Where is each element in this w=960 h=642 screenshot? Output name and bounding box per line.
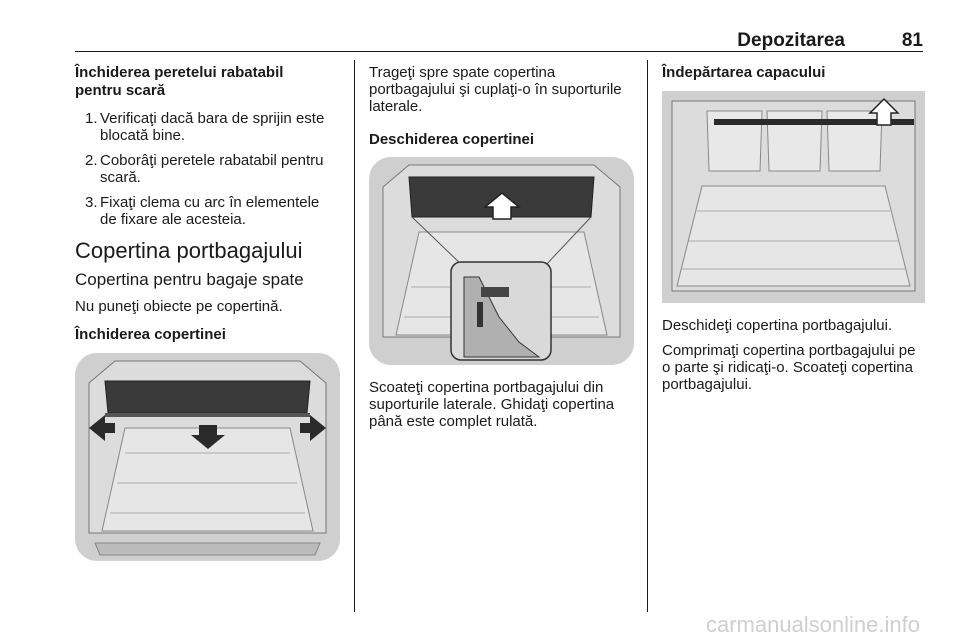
open-cover-text: Deschideţi copertina portbagajului. <box>662 317 893 334</box>
intro-text: Trageţi spre spate copertina portbagajului şi cuplaţi-o în suporturile laterale. <box>369 64 622 115</box>
closing-heading: Închiderea copertinei <box>75 326 226 343</box>
column-1 <box>75 64 340 561</box>
opening-cover-illustration <box>369 157 634 365</box>
folding-wall-heading: Închiderea peretelui rabatabil pentru scară <box>75 64 284 99</box>
warning-text: Nu puneţi obiecte pe copertină. <box>75 298 283 315</box>
watermark: carmanualsonline.info <box>705 612 920 637</box>
subsection-title: Copertina pentru bagaje spate <box>75 270 304 289</box>
column-divider-1 <box>354 60 355 612</box>
remove-cover-text: Comprimaţi copertina portbagajului pe o parte şi ridicaţi-o. Scoateţi copertina portbagajului. <box>662 342 916 393</box>
section-title: Copertina portbagajului <box>75 238 303 263</box>
list-item: 1. Verificaţi dacă bara de sprijin este blocată bine. <box>85 110 325 144</box>
steps-list <box>75 110 340 228</box>
page-number: 81 <box>901 30 923 51</box>
list-item: 3. Fixaţi clema cu arc în elementele de fixare ale acesteia. <box>85 194 320 228</box>
header-title: Depozitarea <box>737 30 845 51</box>
page-header <box>75 30 923 50</box>
opening-heading: Deschiderea copertinei <box>369 131 535 148</box>
column-divider-2 <box>647 60 648 612</box>
after-opening-text: Scoateţi copertina portbagajului din suporturile laterale. Ghidaţi copertina până este complet rulată. <box>369 379 615 430</box>
closing-cover-illustration <box>75 353 340 561</box>
removal-heading: Îndepărtarea capacului <box>662 64 826 81</box>
removal-cover-illustration <box>662 91 927 303</box>
column-2 <box>369 64 634 430</box>
list-item: 2. Coborâţi peretele rabatabil pentru scară. <box>85 152 324 186</box>
column-3 <box>662 64 927 393</box>
header-rule <box>75 51 923 52</box>
